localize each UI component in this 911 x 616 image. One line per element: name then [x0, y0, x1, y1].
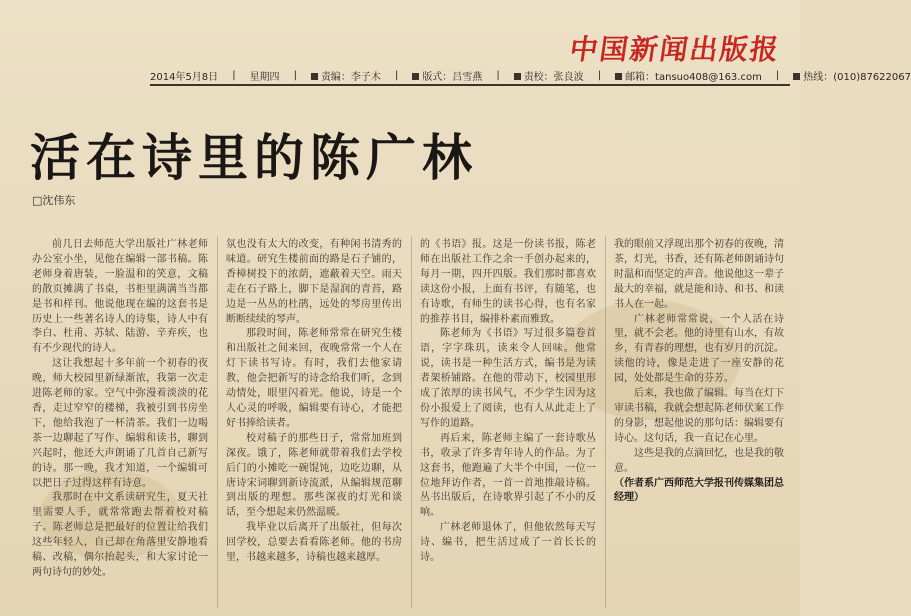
paragraph: 氛也没有太大的改变，有种闲书清秀的味道。研究生楼前面的路是石子铺的，香樟树投下的浓荫，遮蔽着天空。雨天走在石子路上，脚下是湿润的青苔，路边是一丛丛的杜鹃，远处的琴房里传出断断续续的琴声。 [226, 239, 402, 325]
paragraph: 广林老师常常说，一个人活在诗里，就不会老。他的诗里有山水，有故乡，有青春的理想，也有岁月的沉淀。读他的诗，像是走进了一座安静的花园，处处都是生命的芬芳。 [614, 313, 784, 385]
separator: | [496, 69, 500, 81]
square-icon [412, 73, 419, 80]
paragraph: 再后来，陈老师主编了一套诗歌丛书，收录了许多青年诗人的作品。为了这套书，他跑遍了大半个中国，一位一位地拜访作者，一首一首地推敲诗稿。丛书出版后，在诗歌界引起了不小的反响。 [420, 432, 596, 519]
hotline-contact: 热线：(010)87622067 [793, 68, 911, 83]
separator: | [394, 69, 399, 81]
paragraph: 这些是我的点滴回忆，也是我的敬意。 [614, 447, 784, 474]
paragraph: 我的眼前又浮现出那个初春的夜晚，清茶，灯光，书香，还有陈老师朗诵诗句时温和而坚定的声音。他说他这一辈子最大的幸福，就是能和诗、和书、和读书人在一起。 [614, 239, 784, 310]
square-icon [615, 73, 622, 80]
paragraph: 校对稿子的那些日子，常常加班到深夜。饿了，陈老师就带着我们去学校后门的小摊吃一碗馄饨，边吃边聊，从唐诗宋词聊到新诗流派，从编辑规范聊到出版的理想。那些深夜的灯光和谈话，至今想起来仍然温暖。 [226, 432, 402, 519]
paragraph: 的《书语》报。这是一份读书报，陈老师在出版社工作之余一手创办起来的，每月一期，四开四版。我们那时都喜欢读这份小报，上面有书评，有随笔，也有诗歌，有师生的读书心得，也有名家的推荐书目，编排朴素而雅致。 [420, 239, 596, 325]
article-title: 活在诗里的陈广林 [30, 128, 478, 187]
article-column-4 [614, 238, 784, 606]
email-contact: 邮箱：tansuo408@163.com [615, 68, 762, 83]
separator: | [232, 69, 236, 81]
square-icon [514, 73, 521, 80]
article-column-2 [226, 238, 402, 606]
paragraph: 那段时间，陈老师常常在研究生楼和出版社之间来回，夜晚常常一个人在灯下读书写诗。有时，我们去他家请教，他会把新写的诗念给我们听，念到动情处，眼里闪着光。他说，诗是一个人心灵的呼吸，编辑要有诗心，才能把好书捧给读者。 [226, 328, 402, 429]
layout-credit: 版式：吕雪燕 [412, 68, 482, 83]
info-bar [150, 66, 911, 86]
article-column-1 [32, 238, 208, 606]
issue-weekday: 星期四 [249, 71, 280, 83]
paragraph: 广林老师退休了，但他依然每天写诗、编书，把生活过成了一首长长的诗。 [420, 522, 596, 564]
square-icon [311, 73, 318, 80]
separator: | [775, 69, 780, 81]
article-column-3 [420, 238, 596, 606]
paragraph: 陈老师为《书语》写过很多篇卷首语，字字珠玑，读来令人回味。他常说，读书是一种生活方式，编书是为读者架桥铺路。在他的带动下，校园里形成了浓厚的读书风气，不少学生因为这份小报爱上了阅读，也有人从此走上了写作的道路。 [420, 328, 596, 429]
column-divider [411, 236, 412, 608]
paragraph: 我毕业以后离开了出版社，但每次回学校，总要去看看陈老师。他的书房里，书越来越多，诗稿也越来越厚。 [226, 522, 402, 564]
issue-date: 2014年5月8日 [150, 71, 219, 83]
author-note: （作者系广西师范大学报刊传媒集团总经理） [614, 477, 784, 504]
masthead-logo: 中国新闻出版报 [567, 33, 783, 66]
proofreader-credit: 责校：张良波 [514, 68, 584, 83]
paragraph: 这让我想起十多年前一个初春的夜晚，师大校园里新绿渐浓，我第一次走进陈老师的家。空气中弥漫着淡淡的花香，走过窄窄的楼梯，我被引到书房坐下，他给我泡了一杯清茶。我们一边喝茶一边聊起了写作、编辑和读书，聊到兴起时，他还大声朗诵了几首自己新写的诗。那一晚，我才知道，一个编辑可以把日子过得这样有诗意。 [32, 358, 208, 489]
article-byline: □沈伟东 [32, 194, 76, 207]
column-divider [605, 236, 606, 608]
editor-credit: 责编：李子木 [311, 68, 381, 83]
square-icon [793, 73, 800, 80]
separator: | [597, 69, 602, 81]
paragraph: 前几日去师范大学出版社广林老师办公室小坐，见他在编辑一部书稿。陈老师身着唐装，一脸温和的笑意，文稿的散页摊满了书桌，书柜里满满当当都是书和样刊。他说他现在编的这套书是历史上一些著名诗人的诗集，诗人中有李白、杜甫、苏轼、陆游、辛弃疾，也有不少现代的诗人。 [32, 239, 208, 355]
separator: | [293, 69, 297, 81]
paragraph: 我那时在中文系读研究生，夏天社里需要人手，就常常跑去帮着校对稿子。陈老师总是把最好的位置让给我们这些年轻人，自己却在角落里安静地看稿、改稿，偶尔抬起头，和大家讨论一两句诗句的妙处。 [32, 492, 208, 578]
column-divider [217, 236, 218, 608]
paragraph: 后来，我也做了编辑。每当在灯下审读书稿，我就会想起陈老师伏案工作的身影，想起他说的那句话：编辑要有诗心。这句话，我一直记在心里。 [614, 388, 784, 444]
